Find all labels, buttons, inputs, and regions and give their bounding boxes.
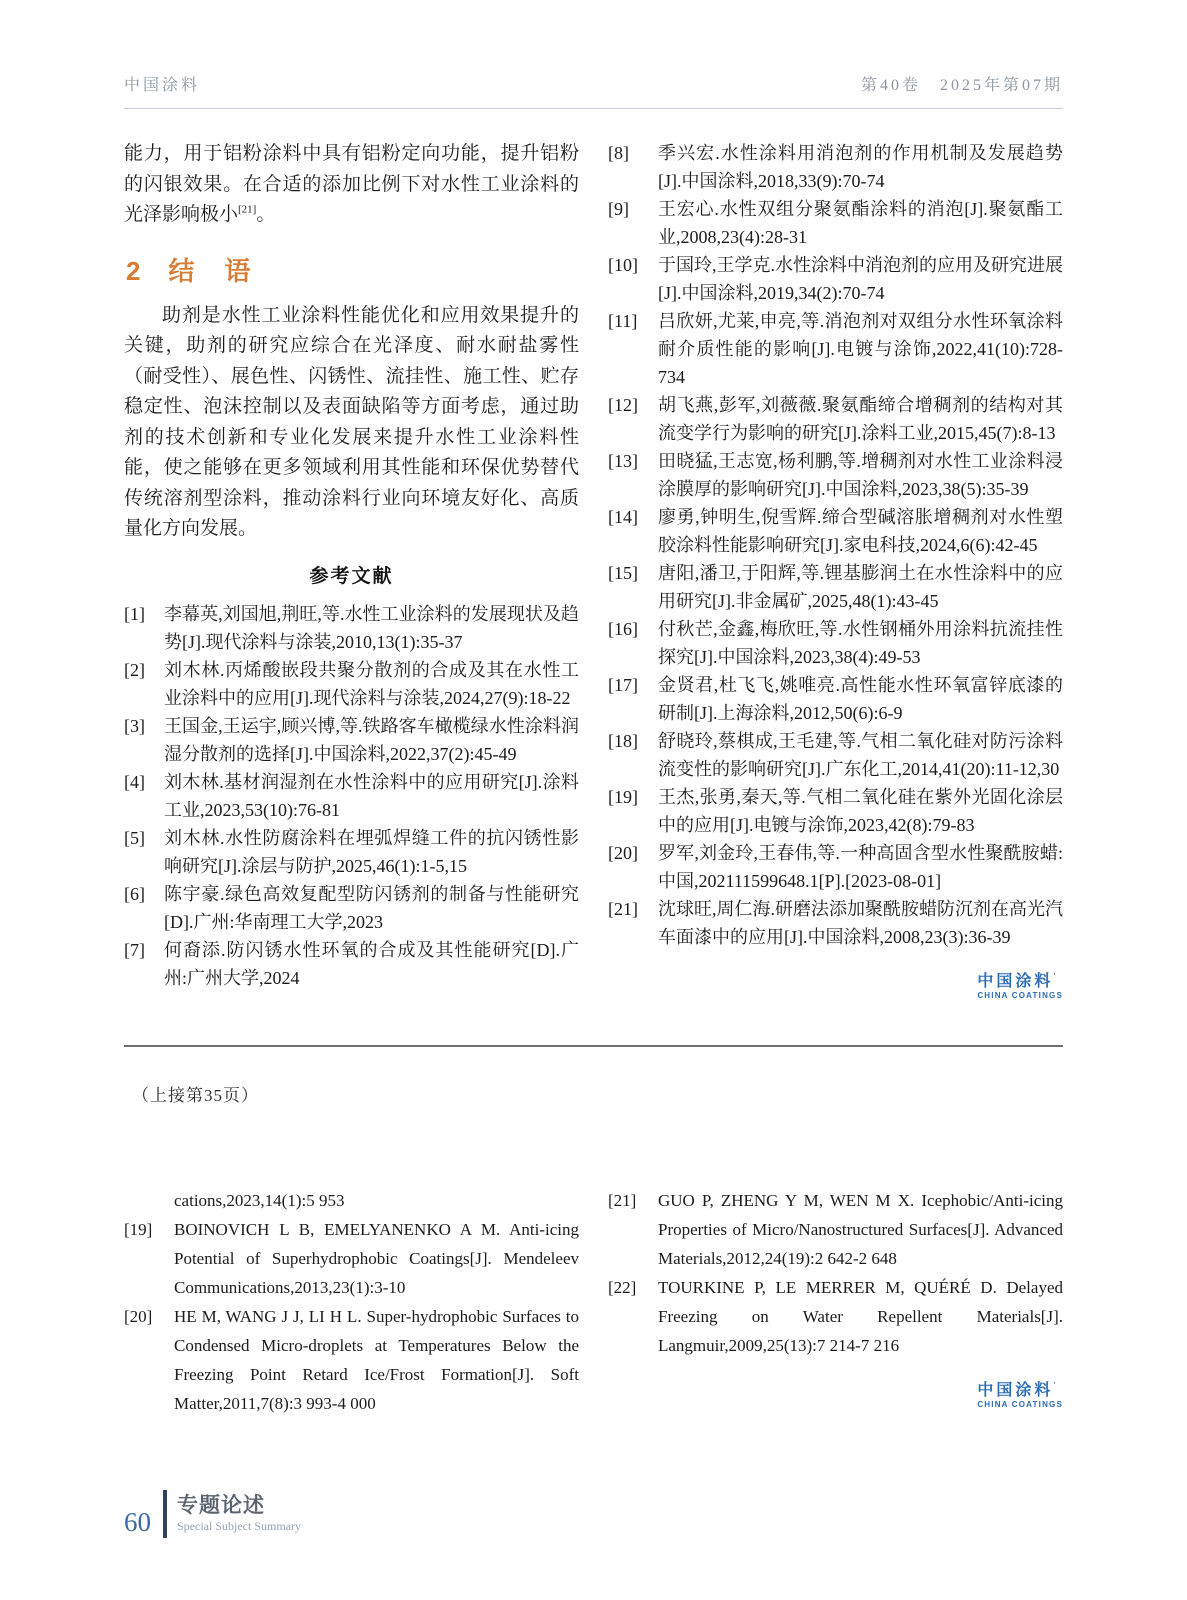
reference-number: [13] — [608, 451, 638, 471]
main-content — [124, 139, 1063, 1045]
references-title: 参考文献 — [309, 565, 394, 587]
reference-text: BOINOVICH L B, EMELYANENKO A M. Anti-icing Potential of Superhydrophobic Coatings[J]. Mendeleev Communications,2013,23(1):3-10 — [174, 1220, 579, 1297]
reference-number: [10] — [608, 255, 638, 275]
logo-trademark-icon: ’ — [1053, 971, 1056, 982]
continuation-section — [124, 1081, 1063, 1418]
reference-item — [124, 1302, 579, 1418]
reference-text: 刘木林.水性防腐涂料在埋弧焊缝工件的抗闪锈性影响研究[J].涂层与防护,2025,46(1):1-5,15 — [164, 827, 579, 876]
english-references-right — [608, 1186, 1063, 1360]
reference-text: 沈球旺,周仁海.研磨法添加聚酰胺蜡防沉剂在高光汽车面漆中的应用[J].中国涂料,2008,23(3):36-39 — [658, 899, 1063, 947]
reference-item — [608, 615, 1063, 671]
reference-number: [9] — [608, 199, 629, 219]
reference-number: [8] — [608, 143, 629, 163]
reference-text: 陈宇豪.绿色高效复配型防闪锈剂的制备与性能研究[D].广州:华南理工大学,2023 — [164, 883, 579, 932]
reference-item — [124, 712, 579, 768]
reference-text: 王国金,王运宇,顾兴博,等.铁路客车橄榄绿水性涂料润湿分散剂的选择[J].中国涂料,2022,37(2):45-49 — [164, 715, 579, 764]
reference-number: [17] — [608, 675, 638, 695]
issue-info: 第40卷 2025年第07期 — [860, 77, 1063, 94]
logo-text-en: CHINA COATINGS — [977, 991, 1063, 1000]
continuation-right-column — [608, 1186, 1063, 1418]
reference-number: [19] — [124, 1220, 153, 1239]
footer-titles — [177, 1494, 301, 1534]
continuation-columns — [124, 1186, 1063, 1418]
footer-section-cn: 专题论述 — [177, 1494, 265, 1517]
section-divider — [124, 1045, 1063, 1047]
footer-bar — [163, 1490, 167, 1538]
reference-text: GUO P, ZHENG Y M, WEN M X. Icephobic/Anti-icing Properties of Micro/Nanostructured Surfaces[J]. Advanced Materials,2012,24(19):2 642-2 648 — [658, 1191, 1063, 1268]
reference-text: TOURKINE P, LE MERRER M, QUÉRÉ D. Delayed Freezing on Water Repellent Materials[J]. Langmuir,2009,25(13):7 214-7 216 — [658, 1278, 1063, 1355]
english-references-left — [124, 1215, 579, 1418]
reference-text: 刘木林.基材润湿剂在水性涂料中的应用研究[J].涂料工业,2023,53(10):76-81 — [164, 771, 579, 820]
conclusion-paragraph: 助剂是水性工业涂料性能优化和应用效果提升的关键，助剂的研究应综合在光泽度、耐水耐盐雾性（耐受性）、展色性、闪锈性、流挂性、施工性、贮存稳定性、泡沫控制以及表面缺陷等方面考虑，通过助剂的技术创新和专业化发展来提升水性工业涂料性能，使之能够在更多领域利用其性能和环保优势替代传统溶剂型涂料，推动涂料行业向环境友好化、高质量化方向发展。 — [124, 304, 579, 539]
reference-number: [22] — [608, 1278, 637, 1297]
lead-paragraph — [124, 139, 579, 231]
reference-item — [608, 139, 1063, 195]
journal-name: 中国涂料 — [124, 77, 201, 94]
page-footer — [124, 1490, 301, 1538]
reference-text: 金贤君,杜飞飞,姚唯亮.高性能水性环氧富锌底漆的研制[J].上海涂料,2012,50(6):6-9 — [658, 675, 1063, 723]
reference-item — [124, 768, 579, 824]
reference-text: 李幕英,刘国旭,荆旺,等.水性工业涂料的发展现状及趋势[J].现代涂料与涂装,2010,13(1):35-37 — [164, 603, 579, 652]
continuation-left-column — [124, 1186, 579, 1418]
reference-text: 刘木林.丙烯酸嵌段共聚分散剂的合成及其在水性工业涂料中的应用[J].现代涂料与涂装,2024,27(9):18-22 — [164, 659, 579, 708]
reference-text: 胡飞燕,彭军,刘薇薇.聚氨酯缔合增稠剂的结构对其流变学行为影响的研究[J].涂料工业,2015,45(7):8-13 — [658, 395, 1063, 443]
continuation-note: （上接第35页） — [132, 1086, 259, 1105]
logo-text-en: CHINA COATINGS — [977, 1400, 1063, 1409]
reference-number: [14] — [608, 507, 638, 527]
reference-text: 何裔添.防闪锈水性环氧的合成及其性能研究[D].广州:广州大学,2024 — [164, 939, 579, 988]
reference-number: [21] — [608, 1191, 637, 1210]
reference-number: [5] — [124, 827, 145, 848]
lead-text: 能力，用于铝粉涂料中具有铝粉定向功能，提升铝粉的闪银效果。在合适的添加比例下对水性工业涂料的光泽影响极小 — [124, 143, 579, 225]
references-list-left — [124, 600, 579, 992]
reference-item — [608, 1186, 1063, 1273]
reference-number: [16] — [608, 619, 638, 639]
reference-item — [124, 1215, 579, 1302]
top-columns — [124, 139, 1063, 1001]
reference-text: 季兴宏.水性涂料用消泡剂的作用机制及发展趋势[J].中国涂料,2018,33(9):70-74 — [658, 143, 1063, 191]
reference-item — [124, 936, 579, 992]
reference-item — [608, 727, 1063, 783]
reference-text: 王杰,张勇,秦天,等.气相二氧化硅在紫外光固化涂层中的应用[J].电镀与涂饰,2023,42(8):79-83 — [658, 787, 1063, 835]
reference-item — [608, 895, 1063, 951]
reference-text: 王宏心.水性双组分聚氨酯涂料的消泡[J].聚氨酯工业,2008,23(4):28-31 — [658, 199, 1063, 247]
reference-item — [608, 307, 1063, 391]
footer-section-en: Special Subject Summary — [177, 1519, 301, 1533]
section-number: 2 — [126, 255, 141, 286]
reference-number: [7] — [124, 939, 145, 960]
reference-number: [4] — [124, 771, 145, 792]
reference-text: 罗军,刘金玲,王春伟,等.一种高固含型水性聚酰胺蜡:中国,202111599648.1[P].[2023-08-01] — [658, 843, 1063, 891]
reference-number: [21] — [608, 899, 638, 919]
reference-number: [20] — [124, 1307, 153, 1326]
reference-text: HE M, WANG J J, LI H L. Super-hydrophobic Surfaces to Condensed Micro-droplets at Temperatures Below the Freezing Point Retard Ice/Frost Formation[J]. Soft Matter,2011,7(8):3 993-4 000 — [174, 1307, 579, 1413]
reference-item — [608, 559, 1063, 615]
reference-number: [1] — [124, 603, 145, 624]
reference-item — [124, 600, 579, 656]
logo-text-cn: 中国涂料 — [977, 973, 1054, 990]
reference-text: 付秋芒,金鑫,梅欣旺,等.水性钢桶外用涂料抗流挂性探究[J].中国涂料,2023,38(4):49-53 — [658, 619, 1063, 667]
reference-text: 于国玲,王学克.水性涂料中消泡剂的应用及研究进展[J].中国涂料,2019,34(2):70-74 — [658, 255, 1063, 303]
china-coatings-logo — [977, 1382, 1063, 1410]
reference-text: 田晓猛,王志宽,杨利鹏,等.增稠剂对水性工业涂料浸涂膜厚的影响研究[J].中国涂料,2023,38(5):35-39 — [658, 451, 1063, 499]
reference-text: 唐阳,潘卫,于阳辉,等.锂基膨润土在水性涂料中的应用研究[J].非金属矿,2025,48(1):43-45 — [658, 563, 1063, 611]
reference-item — [608, 503, 1063, 559]
reference-item — [608, 391, 1063, 447]
right-column — [608, 139, 1063, 1001]
lead-tail: 。 — [256, 204, 276, 225]
logo-text-cn: 中国涂料 — [977, 1382, 1054, 1399]
reference-text: 舒晓玲,蔡棋成,王毛建,等.气相二氧化硅对防污涂料流变性的影响研究[J].广东化工,2014,41(20):11-12,30 — [658, 731, 1063, 779]
reference-item — [608, 839, 1063, 895]
logo-trademark-icon: ’ — [1053, 1380, 1056, 1391]
reference-number: [3] — [124, 715, 145, 736]
reference-item — [608, 671, 1063, 727]
carryover-line: cations,2023,14(1):5 953 — [174, 1191, 345, 1210]
reference-item — [608, 251, 1063, 307]
reference-number: [2] — [124, 659, 145, 680]
citation-superscript: [21] — [238, 203, 257, 216]
page-header — [124, 72, 1063, 109]
reference-item — [608, 783, 1063, 839]
reference-number: [11] — [608, 311, 638, 331]
left-column — [124, 139, 579, 1001]
reference-number: [19] — [608, 787, 638, 807]
reference-item — [124, 824, 579, 880]
section-heading — [126, 255, 579, 287]
reference-text: 吕欣妍,尤莱,申亮,等.消泡剂对双组分水性环氧涂料耐介质性能的影响[J].电镀与涂饰,2022,41(10):728-734 — [658, 311, 1063, 387]
page-number: 60 — [124, 1507, 151, 1537]
reference-item — [608, 195, 1063, 251]
reference-number: [12] — [608, 395, 638, 415]
reference-number: [6] — [124, 883, 145, 904]
reference-item — [608, 447, 1063, 503]
china-coatings-logo — [977, 973, 1063, 1001]
reference-number: [15] — [608, 563, 638, 583]
reference-number: [20] — [608, 843, 638, 863]
reference-item — [608, 1273, 1063, 1360]
reference-item — [124, 656, 579, 712]
reference-text: 廖勇,钟明生,倪雪辉.缔合型碱溶胀增稠剂对水性塑胶涂料性能影响研究[J].家电科技,2024,6(6):42-45 — [658, 507, 1063, 555]
reference-number: [18] — [608, 731, 638, 751]
reference-item — [124, 880, 579, 936]
references-list-right — [608, 139, 1063, 951]
section-title: 结 语 — [168, 255, 253, 286]
